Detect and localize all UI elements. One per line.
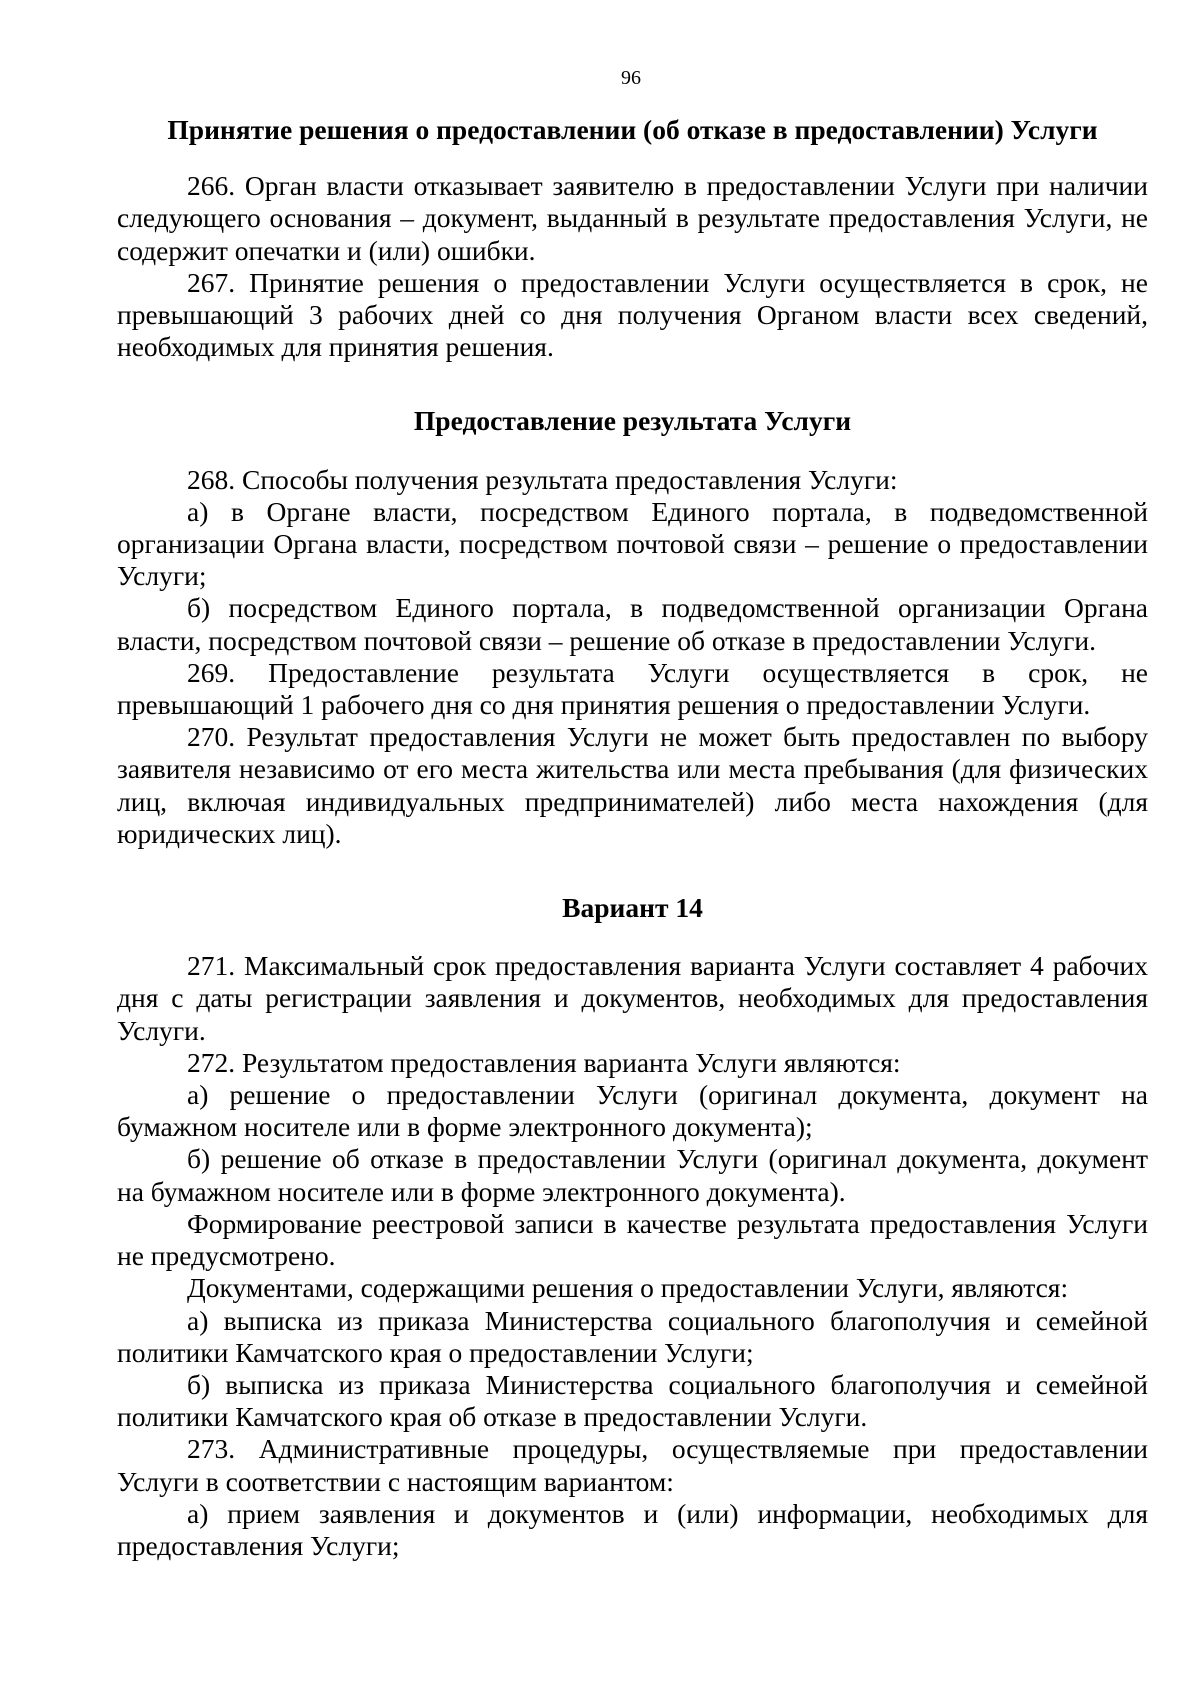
paragraph-271: 271. Максимальный срок предоставления варианта Услуги составляет 4 рабочих дня с даты регистрации заявления и документов, необходимых для предоставления Услуги. (117, 950, 1148, 1046)
paragraph-272-b: б) решение об отказе в предоставлении Услуги (оригинал документа, документ на бумажном носителе или в форме электронного документа). (117, 1143, 1148, 1207)
paragraph-268-a: а) в Органе власти, посредством Единого портала, в подведомственной организации Органа власти, посредством почтовой связи – решение о предоставлении Услуги; (117, 495, 1148, 592)
page-number: 96 (621, 67, 641, 89)
paragraph-decision-documents: Документами, содержащими решения о предоставлении Услуги, являются: (187, 1272, 1069, 1304)
paragraph-registry-note: Формирование реестровой записи в качестве результата предоставления Услуги не предусмотрено. (117, 1207, 1148, 1272)
page-content (117, 114, 1148, 1562)
paragraph-268-b: б) посредством Единого портала, в подведомственной организации Органа власти, посредством почтовой связи – решение об отказе в предоставлении Услуги. (117, 592, 1148, 656)
section-heading-decision: Принятие решения о предоставлении (об отказе в предоставлении) Услуги (167, 114, 1098, 145)
paragraph-272: 272. Результатом предоставления варианта Услуги являются: (187, 1046, 901, 1078)
paragraph-267: 267. Принятие решения о предоставлении Услуги осуществляется в срок, не превышающий 3 рабочих дней со дня получения Органом власти всех сведений, необходимых для принятия решения. (117, 266, 1148, 363)
paragraph-decision-documents-b: б) выписка из приказа Министерства социального благополучия и семейной политики Камчатского края об отказе в предоставлении Услуги. (117, 1368, 1148, 1433)
paragraph-268: 268. Способы получения результата предоставления Услуги: (187, 463, 898, 495)
section-heading-variant: Вариант 14 (562, 892, 703, 924)
paragraph-decision-documents-a: а) выписка из приказа Министерства социального благополучия и семейной политики Камчатского края о предоставлении Услуги; (117, 1304, 1148, 1368)
paragraph-273-a: а) прием заявления и документов и (или) информации, необходимых для предоставления Услуги; (117, 1497, 1148, 1561)
paragraph-272-a: а) решение о предоставлении Услуги (оригинал документа, документ на бумажном носителе или в форме электронного документа); (117, 1079, 1148, 1143)
paragraph-270: 270. Результат предоставления Услуги не может быть предоставлен по выбору заявителя независимо от его места жительства или места пребывания (для физических лиц, включая индивидуальных предпринимателей) либо места нахождения (для юридических лиц). (117, 721, 1148, 849)
paragraph-273: 273. Административные процедуры, осуществляемые при предоставлении Услуги в соответствии с настоящим вариантом: (117, 1433, 1148, 1497)
paragraph-266: 266. Орган власти отказывает заявителю в предоставлении Услуги при наличии следующего основания – документ, выданный в результате предоставления Услуги, не содержит опечатки и (или) ошибки. (117, 170, 1148, 266)
section-heading-result: Предоставление результата Услуги (413, 405, 852, 437)
paragraph-269: 269. Предоставление результата Услуги осуществляется в срок, не превышающий 1 рабочего дня со дня принятия решения о предоставлении Услуги. (117, 656, 1148, 721)
